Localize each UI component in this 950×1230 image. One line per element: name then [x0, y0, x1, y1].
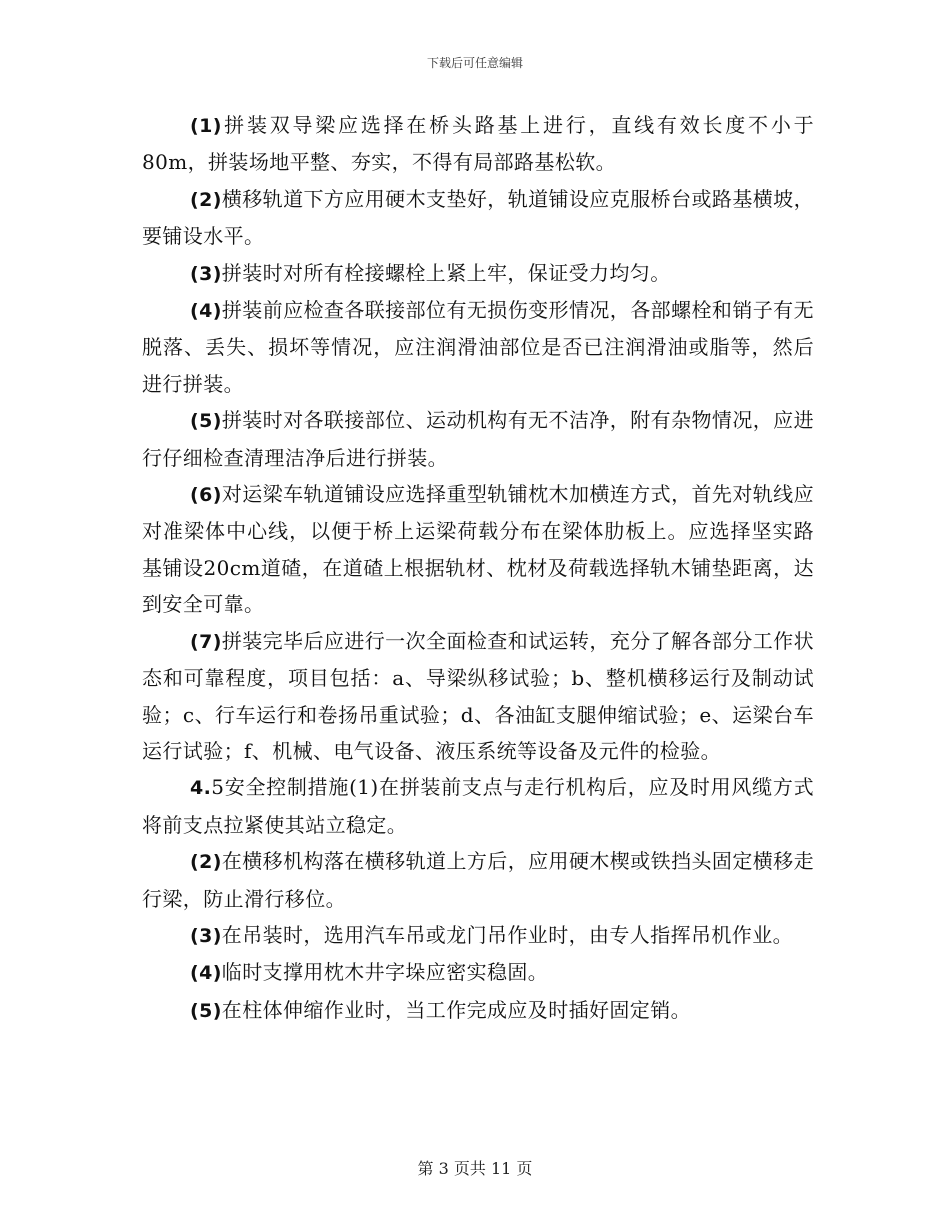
paragraph-text: 拼装完毕后应进行一次全面检查和试运转，充分了解各部分工作状态和可靠程度，项目包括：a、导梁纵移试验；b、整机横移运行及制动试验；c、行车运行和卷扬吊重试验；d、各油缸支腿伸缩试验；e、运梁台车运行试验；f、机械、电气设备、液压系统等设备及元件的检验。 — [142, 628, 814, 763]
paragraph-7 — [142, 623, 814, 770]
item-number: (5) — [190, 410, 222, 433]
page-footer: 第 3 页共 11 页 — [417, 1159, 533, 1178]
paragraph-text: 临时支撑用枕木井字垛应密实稳固。 — [221, 960, 549, 985]
section-4-5-safety-measures — [142, 769, 814, 843]
safety-item-2 — [142, 843, 814, 917]
item-number: (2) — [190, 851, 222, 874]
safety-item-5 — [142, 992, 814, 1029]
item-number: (1) — [190, 115, 222, 137]
safety-item-4 — [142, 954, 814, 991]
paragraph-text: 在吊装时，选用汽车吊或龙门吊作业时，由专人指挥吊机作业。 — [221, 922, 793, 947]
item-number: (3) — [190, 262, 222, 285]
item-number: (4) — [190, 300, 222, 323]
paragraph-6 — [142, 476, 814, 623]
paragraph-text: 对运梁车轨道铺设应选择重型轨铺枕木加横连方式，首先对轨线应对准梁体中心线，以便于桥上运梁荷载分布在梁体肋板上。应选择坚实路基铺设20cm道碴，在道碴上根据轨材、枕材及荷载选择轨木铺垫距离，达到安全可靠。 — [142, 482, 814, 617]
paragraph-4 — [142, 292, 814, 402]
page-header: 下载后可任意编辑 — [426, 56, 523, 70]
paragraph-text: 横移轨道下方应用硬木支垫好，轨道铺设应克服桥台或路基横坡，要铺设水平。 — [142, 186, 814, 249]
item-number: (7) — [190, 630, 222, 653]
section-number: 4. — [190, 777, 212, 800]
document-body — [142, 107, 814, 1029]
item-number: (5) — [190, 999, 222, 1022]
safety-item-3 — [142, 917, 814, 954]
paragraph-text: 拼装双导梁应选择在桥头路基上进行，直线有效长度不小于80m，拼装场地平整、夯实，不得有局部路基松软。 — [142, 113, 814, 175]
item-number: (2) — [190, 188, 222, 211]
item-number: (6) — [190, 484, 222, 507]
paragraph-3 — [142, 255, 814, 292]
paragraph-text: 在横移机构落在横移轨道上方后，应用硬木楔或铁挡头固定横移走行梁，防止滑行移位。 — [142, 849, 814, 911]
paragraph-text: 5安全控制措施(1)在拼装前支点与走行机构后，应及时用风缆方式将前支点拉紧使其站立稳定。 — [142, 775, 814, 837]
paragraph-text: 拼装时对各联接部位、运动机构有无不洁净，附有杂物情况，应进行仔细检查清理洁净后进行拼装。 — [142, 408, 814, 470]
paragraph-2 — [142, 181, 814, 255]
paragraph-1 — [142, 107, 814, 181]
item-number: (4) — [190, 962, 222, 985]
paragraph-5 — [142, 402, 814, 476]
paragraph-text: 在柱体伸缩作业时，当工作完成应及时插好固定销。 — [221, 997, 691, 1022]
item-number: (3) — [190, 924, 222, 947]
paragraph-text: 拼装前应检查各联接部位有无损伤变形情况，各部螺栓和销子有无脱落、丢失、损坏等情况，应注润滑油部位是否已注润滑油或脂等，然后进行拼装。 — [142, 298, 814, 396]
paragraph-text: 拼装时对所有栓接螺栓上紧上牢，保证受力均匀。 — [221, 260, 671, 285]
